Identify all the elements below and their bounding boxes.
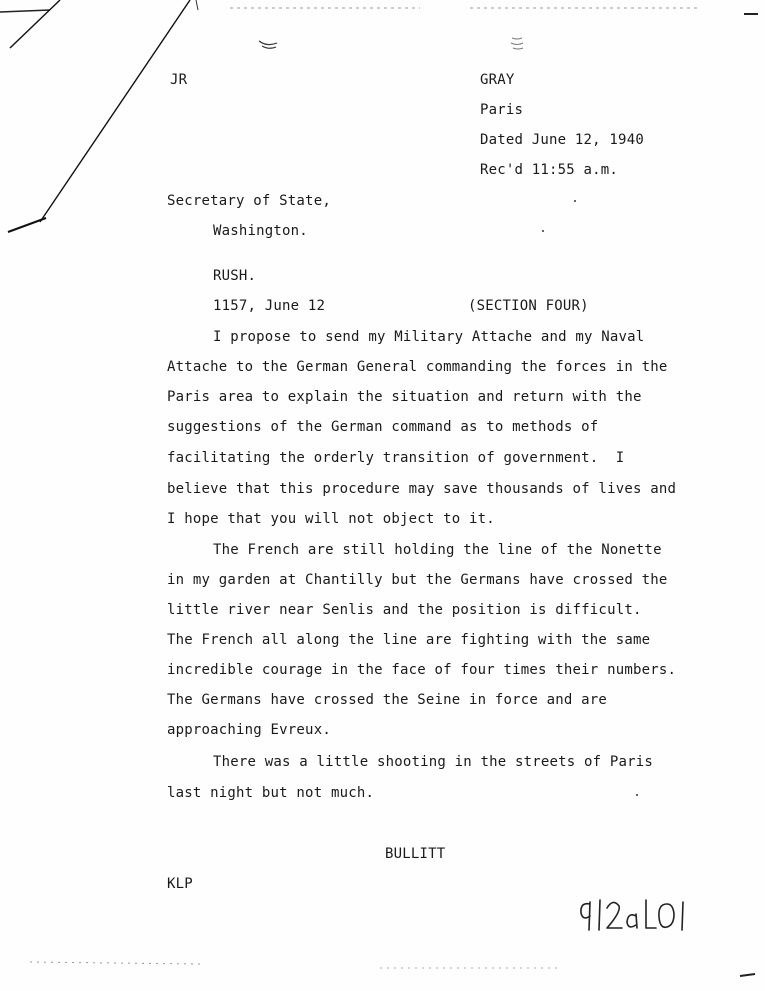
body-line: incredible courage in the face of four times their numbers. [167,662,677,678]
body-line: approaching Evreux. [167,722,331,738]
place: Paris [480,102,524,118]
body-line: The French are still holding the line of the Nonette [213,542,662,558]
body-line: The Germans have crossed the Seine in force and are [167,692,608,708]
body-line: believe that this procedure may save thousands of lives and [167,481,677,497]
body-line: Paris area to explain the situation and return with the [167,389,642,405]
body-line: suggestions of the German command as to methods of [167,419,599,435]
received-line: Rec'd 11:55 a.m. [480,162,619,178]
priority-rush: RUSH. [213,268,257,284]
body-line: The French all along the line are fighting with the same [167,632,651,648]
body-line: I propose to send my Military Attache and my Naval [213,329,645,345]
body-line: little river near Senlis and the position is difficult. [167,602,642,618]
reference-section: (SECTION FOUR) [468,298,589,314]
typist-initials: KLP [167,876,193,892]
dated-line: Dated June 12, 1940 [480,132,644,148]
body-line: I hope that you will not object to it. [167,511,495,527]
handwritten-annotation [576,890,696,936]
body-line: in my garden at Chantilly but the Germans have crossed the [167,572,668,588]
reference-number-date: 1157, June 12 [213,298,326,314]
body-line: Attache to the German General commanding the forces in the [167,359,668,375]
initials-jr: JR [170,72,188,88]
addressee-line-2: Washington. [213,223,308,239]
addressee-line-1: Secretary of State, [167,193,331,209]
body-line: facilitating the orderly transition of government. I [167,450,625,466]
body-line: last night but not much. [167,785,375,801]
classification: GRAY [480,72,515,88]
signature: BULLITT [385,846,446,862]
body-line: There was a little shooting in the streets of Paris [213,754,654,770]
